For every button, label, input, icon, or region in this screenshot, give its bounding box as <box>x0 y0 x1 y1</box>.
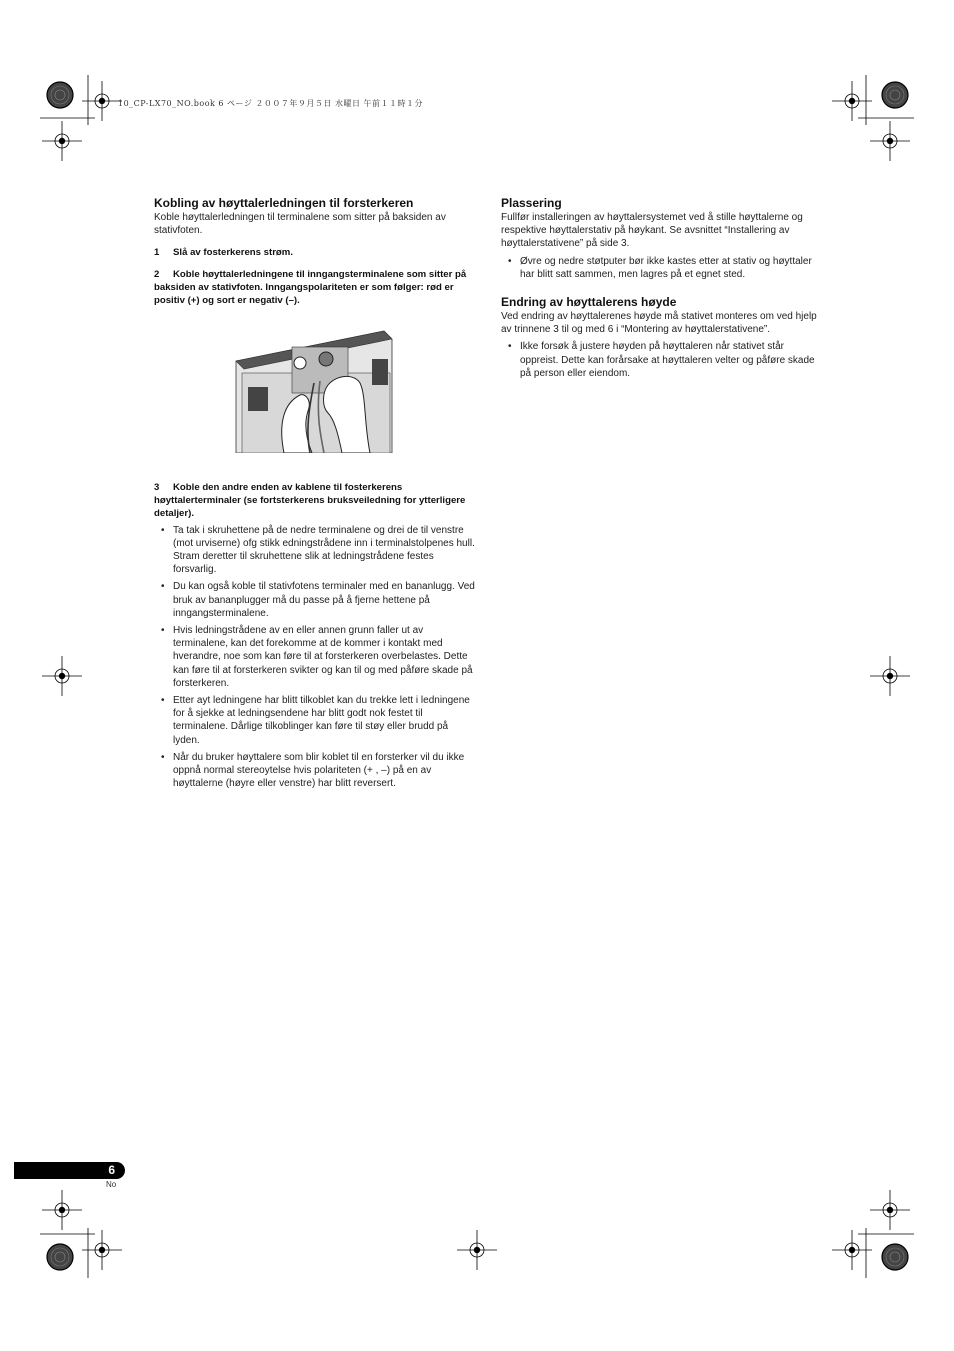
step-number: 3 <box>154 481 160 493</box>
step-1 <box>154 246 476 259</box>
step-text: Koble den andre enden av kablene til fosterkerens høyttalerterminaler (se fortsterkerens bruksveiledning for ytterligere detaljer). <box>154 481 466 519</box>
step-text: Koble høyttalerledningene til inngangsterminalene som sitter på baksiden av stativfoten. Inngangspolariteten er som følger: rød er positiv (+) og sort er negativ (–). <box>154 269 467 307</box>
registration-star-icon <box>882 82 908 108</box>
list-item: • Når du bruker høyttalere som blir koblet til en forsterker vil du ikke oppnå normal stereoytelse hvis polariteten (+ , –) på en av høyttalerne (høyre eller venstre) har blitt reversert. <box>154 751 476 791</box>
page-number-tab <box>14 1162 125 1179</box>
step-2 <box>154 268 476 307</box>
list-item: • Ta tak i skruhettene på de nedre terminalene og drei de til venstre (mot urviserne) ofg stikk edningstrådene inn i terminalstolpenes hull. Stram deretter til skruhettene slik at ledningstrådene festes forsvarlig. <box>154 524 476 577</box>
registration-cross-icon <box>42 1190 82 1230</box>
registration-cross-icon <box>42 656 82 696</box>
section-heading-speaker-wire: Kobling av høyttalerledningen til forsterkeren <box>154 196 414 210</box>
list-item: • Øvre og nedre støtputer bør ikke kastes etter at stativ og høyttaler har blitt satt sammen, men lagres på et egnet sted. <box>501 255 823 281</box>
list-item: • Ikke forsøk å justere høyden på høyttaleren når stativet står oppreist. Dette kan forårsake at høyttaleren velter og påføre skade på person eller eiendom. <box>501 340 823 380</box>
placement-body: Fullfør installeringen av høyttalersystemet ved å stille høyttalerne og respektive høyttalerstativ på høykant. Se avsnittet “Installering av høyttalerstativene” på side 3. <box>501 212 803 250</box>
left-column <box>154 196 476 794</box>
bullet-list <box>501 340 823 380</box>
book-header-line: 10_CP-LX70_NO.book 6 ページ ２００７年９月５日 水曜日 午前１１時１分 <box>118 99 424 108</box>
page-number: 6 <box>108 1163 115 1177</box>
registration-cross-icon <box>870 1190 910 1230</box>
step-text: Slå av fosterkerens strøm. <box>173 247 293 259</box>
step-number: 2 <box>154 269 160 281</box>
step-3 <box>154 481 476 520</box>
registration-cross-icon <box>457 1230 497 1270</box>
height-body: Ved endring av høyttalerenes høyde må stativet monteres om ved hjelp av trinnene 3 til og med 6 i “Montering av høyttalerstativene”. <box>501 311 817 336</box>
page-language: No <box>106 1180 117 1189</box>
section-intro: Koble høyttalerledningen til terminalene som sitter på baksiden av stativfoten. <box>154 212 446 237</box>
list-item: • Etter ayt ledningene har blitt tilkoblet kan du trekke lett i ledningene for å sjekke at ledningsendene har blitt godt nok festet til terminalene. Dårlige tilkoblinger kan føre til støy eller brudd på lyden. <box>154 694 476 747</box>
registration-cross-icon <box>42 121 82 161</box>
step-number: 1 <box>154 247 160 259</box>
bullet-list <box>154 524 476 791</box>
registration-cross-icon <box>870 656 910 696</box>
registration-star-icon <box>47 82 73 108</box>
list-item: • Du kan også koble til stativfotens terminaler med en bananlugg. Ved bruk av bananplugger må du passe på å fjerne hettene på inngangsterminalene. <box>154 580 476 620</box>
list-item: • Hvis ledningstrådene av en eller annen grunn faller ut av terminalene, kan det forekomme at de kommer i kontakt med hverandre, noe som kan føre til at forsterkeren overbelastes. Dette kan føre til at forsterkeren svikter og kan til og med påføre skade på forsterkeren. <box>154 624 476 690</box>
section-heading-height: Endring av høyttalerens høyde <box>501 295 677 310</box>
bullet-list <box>501 255 823 281</box>
registration-star-icon <box>47 1244 73 1270</box>
registration-cross-icon <box>870 121 910 161</box>
illustration-terminal-connection <box>234 323 394 453</box>
section-heading-placement: Plassering <box>501 196 562 210</box>
registration-star-icon <box>882 1244 908 1270</box>
right-column <box>501 196 823 384</box>
